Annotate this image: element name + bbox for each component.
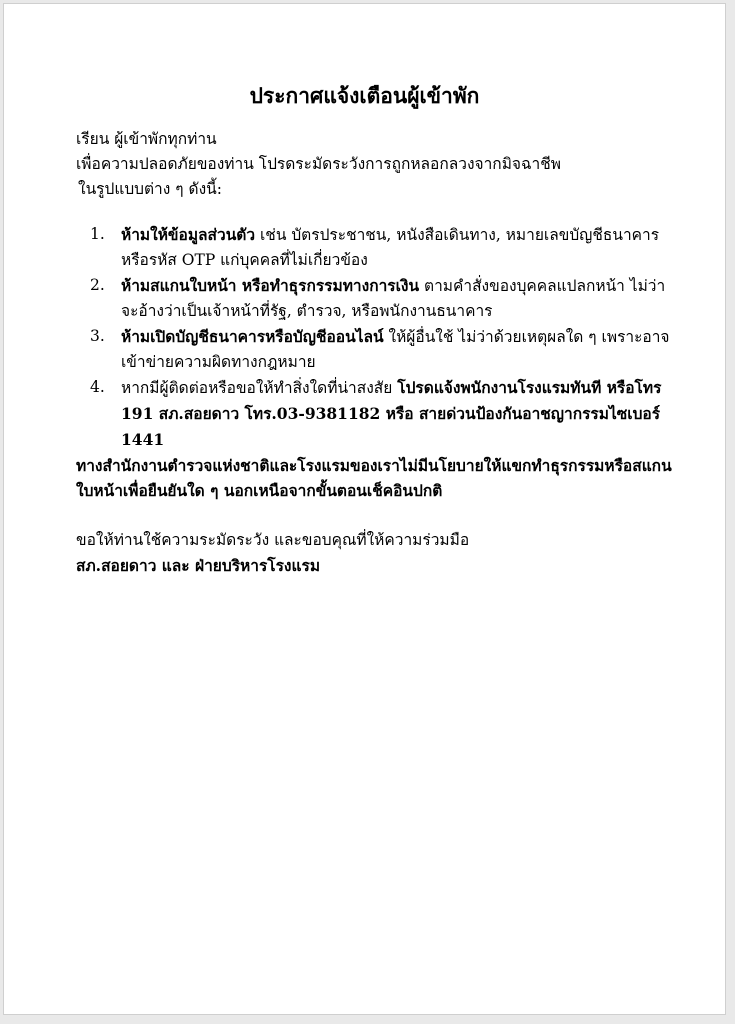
item-bold-text: โปรดแจ้งพนักงานโรงแรมทันที หรือโทร 191 สภ.สอยดาว โทร.03-9381182 หรือ สายด่วนป้องกันอาชญากรรมไซเบอร์ 1441 xyxy=(121,378,662,449)
item-bold-text: ห้ามเปิดบัญชีธนาคารหรือบัญชีออนไลน์ xyxy=(121,327,384,346)
greeting: เรียน ผู้เข้าพักทุกท่าน xyxy=(76,130,217,148)
page-title: ประกาศแจ้งเตือนผู้เข้าพัก xyxy=(249,83,480,108)
policy-statement: ทางสำนักงานตำรวจแห่งชาติและโรงแรมของเราไม่มีนโยบายให้แขกทำธุรกรรมหรือสแกนใบหน้าเพื่อยืนยันใด ๆ นอกเหนือจากขั้นตอนเช็คอินปกติ xyxy=(76,456,672,500)
list-item xyxy=(76,222,676,273)
document-body xyxy=(76,127,676,578)
warning-list xyxy=(76,222,676,453)
list-item xyxy=(76,375,676,453)
list-number: 4. xyxy=(90,378,105,396)
signature: สภ.สอยดาว และ ฝ่ายบริหารโรงแรม xyxy=(76,556,321,575)
list-number: 1. xyxy=(90,225,105,243)
closing-line: ขอให้ท่านใช้ความระมัดระวัง และขอบคุณที่ให้ความร่วมมือ xyxy=(76,531,470,549)
list-number: 2. xyxy=(90,276,105,294)
document-page xyxy=(3,3,726,1015)
list-item xyxy=(76,273,676,324)
intro-line-1: เพื่อความปลอดภัยของท่าน โปรดระมัดระวังการถูกหลอกลวงจากมิจฉาชีพ xyxy=(76,155,561,173)
item-text: หากมีผู้ติดต่อหรือขอให้ทำสิ่งใดที่น่าสงสัย xyxy=(121,379,398,397)
item-text: ให้ผู้อื่นใช้ ไม่ว่าด้วยเหตุผลใด ๆ เพราะอาจเข้าข่ายความผิดทางกฎหมาย xyxy=(121,328,670,371)
list-number: 3. xyxy=(90,327,105,345)
list-item xyxy=(76,324,676,375)
item-text: ตามคำสั่งของบุคคลแปลกหน้า ไม่ว่าจะอ้างว่าเป็นเจ้าหน้าที่รัฐ, ตำรวจ, หรือพนักงานธนาคาร xyxy=(121,277,666,320)
intro-line-2: ในรูปแบบต่าง ๆ ดังนี้: xyxy=(78,180,222,198)
item-bold-text: ห้ามสแกนใบหน้า หรือทำธุรกรรมทางการเงิน xyxy=(121,276,420,295)
item-text: เช่น บัตรประชาชน, หนังสือเดินทาง, หมายเลขบัญชีธนาคาร หรือรหัส OTP แก่บุคคลที่ไม่เกี่ยวข้อง xyxy=(121,226,660,269)
item-bold-text: ห้ามให้ข้อมูลส่วนตัว xyxy=(121,225,256,244)
